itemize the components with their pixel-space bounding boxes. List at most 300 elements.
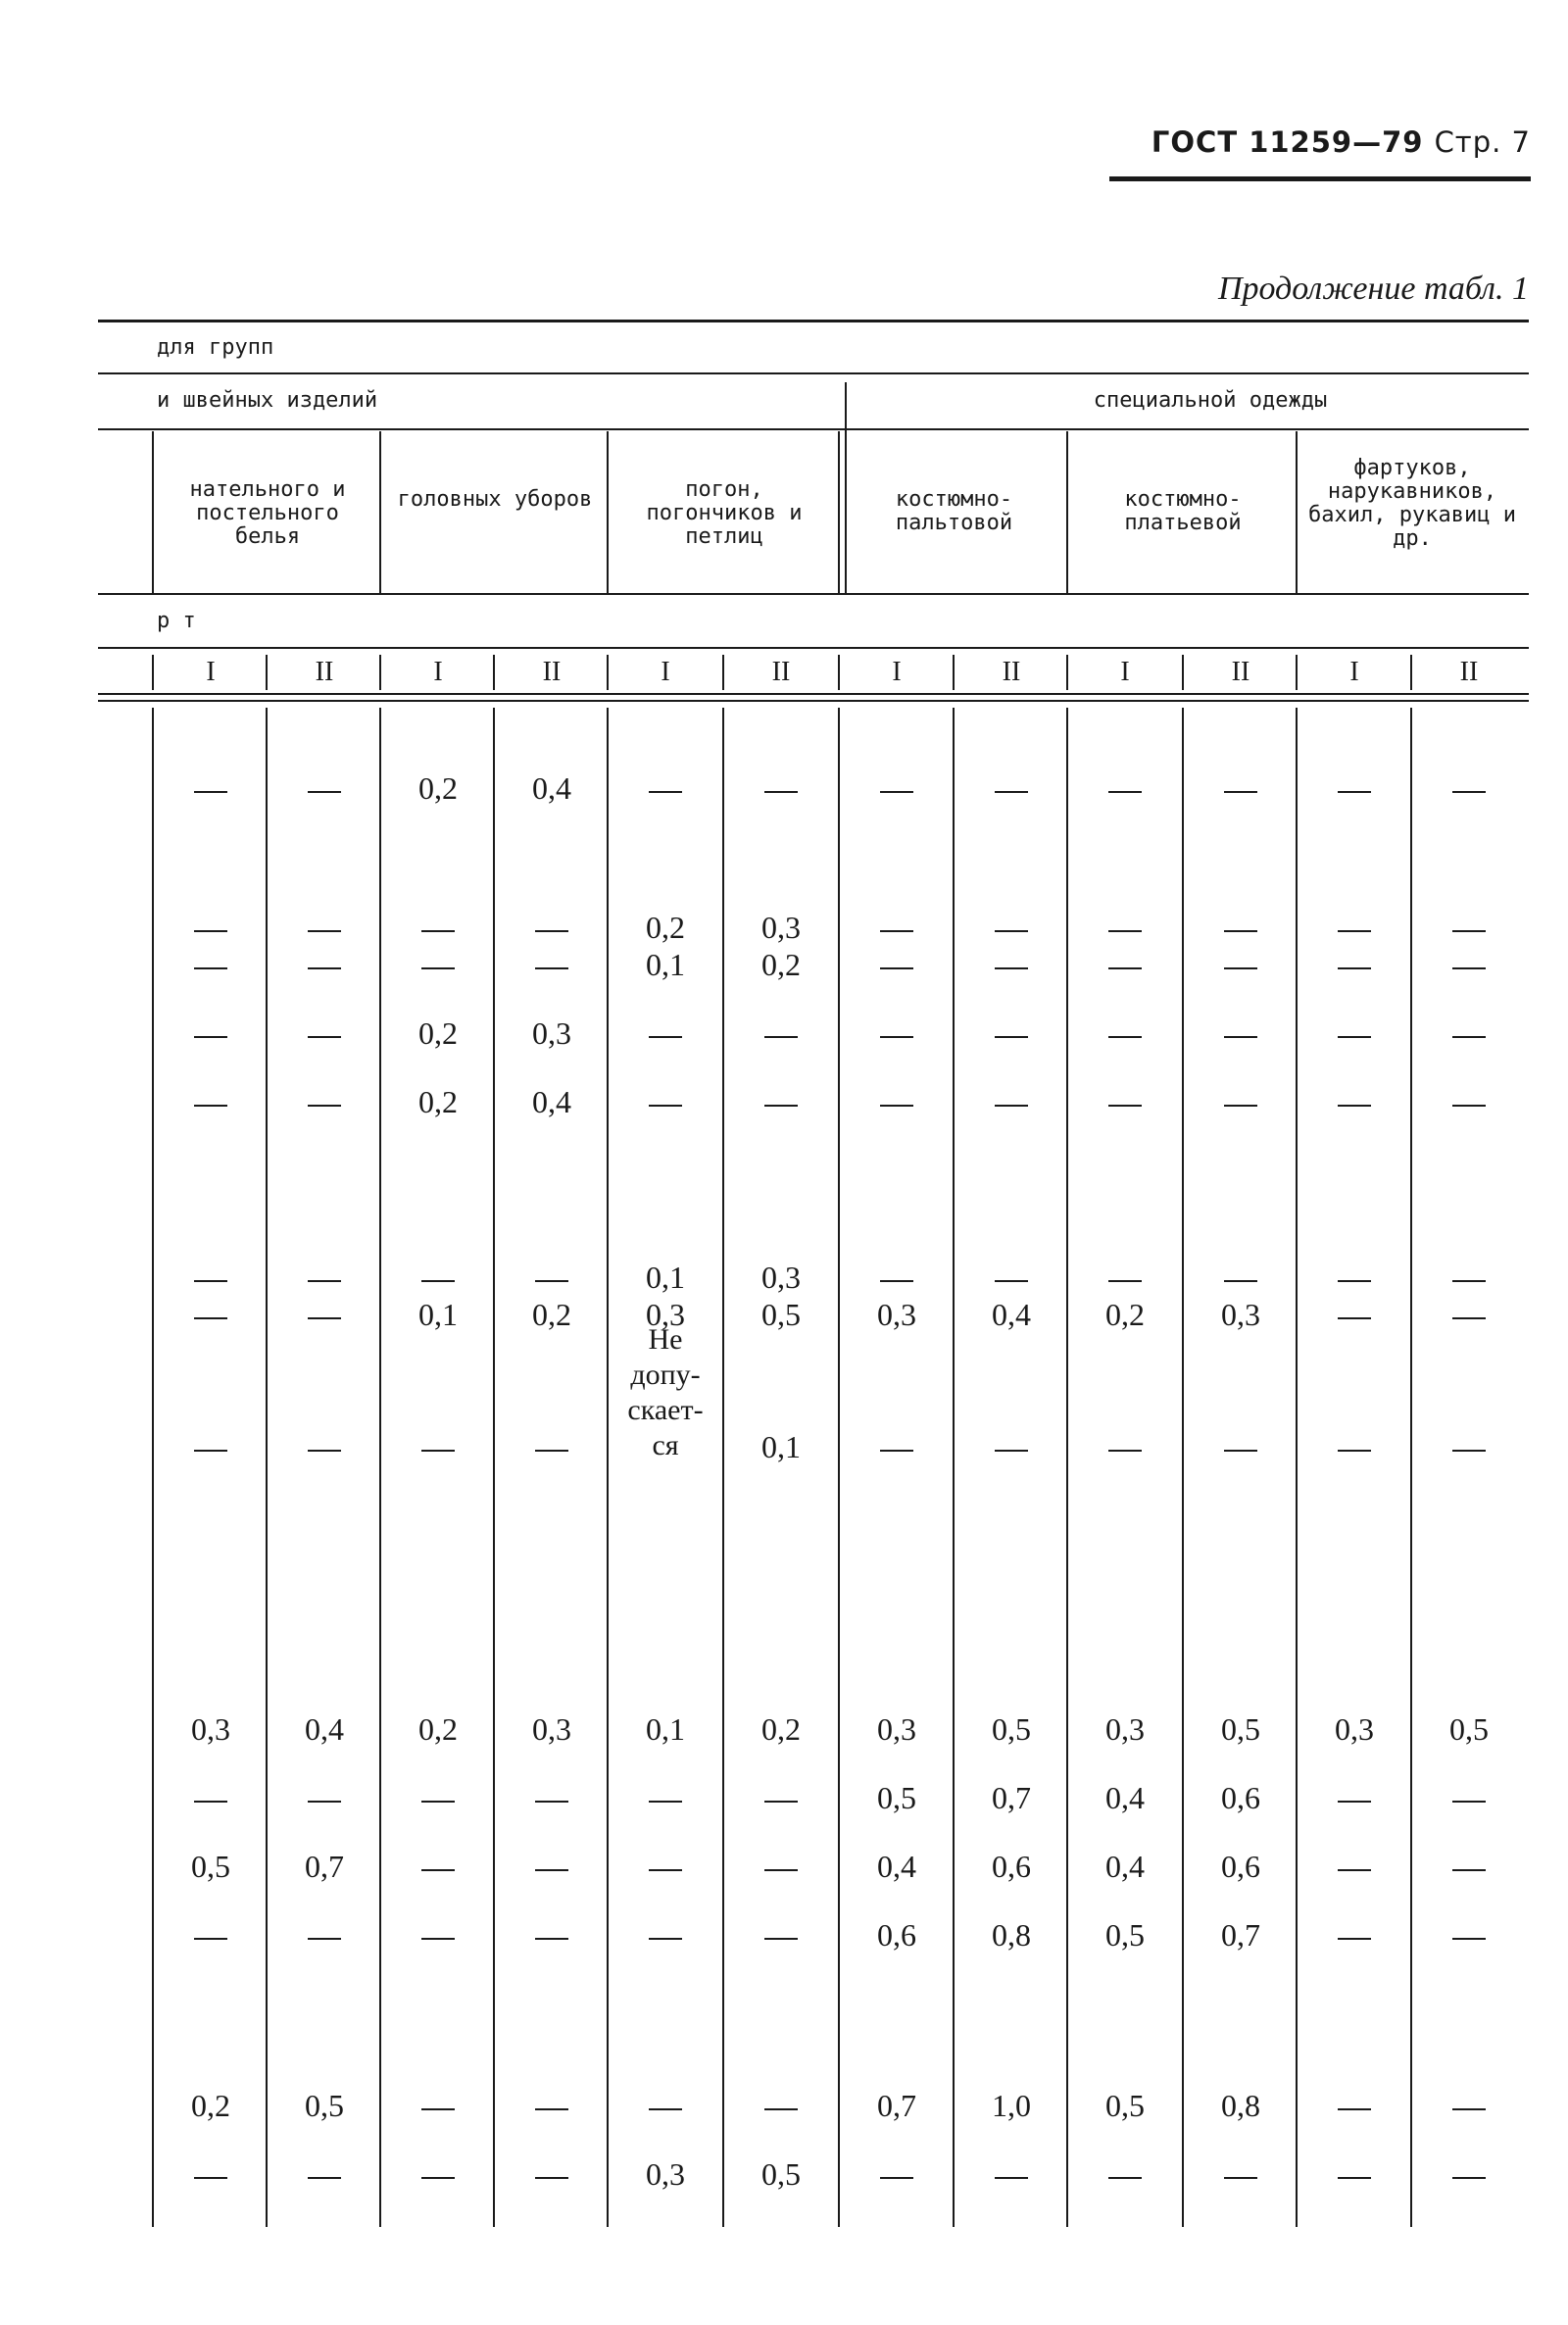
dash-mark: [1452, 2108, 1486, 2110]
table-cell: 0,2: [418, 770, 458, 806]
table-cell: [724, 1917, 838, 1953]
dash-mark: [1452, 1450, 1486, 1452]
table-cell: [955, 910, 1068, 945]
dash-mark: [880, 1450, 913, 1452]
table-cell: [381, 1780, 495, 1815]
dash-mark: [1452, 791, 1486, 793]
cell-text-part: допу-: [630, 1359, 701, 1391]
table-cell: 0,3: [1335, 1711, 1374, 1747]
table-cell: 0,1: [418, 1297, 458, 1332]
dash-mark: [1224, 791, 1257, 793]
dash-mark: [1224, 2177, 1257, 2179]
dash-mark: [1108, 1450, 1142, 1452]
table-cell: 0,7: [992, 1780, 1031, 1815]
dash-mark: [995, 967, 1028, 969]
table-cell: [154, 1429, 268, 1464]
dash-mark: [194, 1450, 227, 1452]
dash-mark: [764, 2108, 798, 2110]
grade-label: I: [433, 657, 443, 687]
table-cell: [1298, 947, 1411, 982]
table-cell: [268, 1084, 381, 1119]
dash-mark: [1338, 930, 1371, 932]
header-garments-label: и швейных изделий: [157, 388, 378, 413]
table-cell: [268, 1429, 381, 1464]
divider-grade: [1066, 655, 1068, 690]
dash-mark: [194, 1938, 227, 1940]
dash-mark: [1224, 967, 1257, 969]
table-cell: [1068, 1429, 1182, 1464]
table-cell: [268, 1260, 381, 1295]
grade-label: II: [771, 657, 791, 687]
table-cell: [1184, 2156, 1298, 2192]
table-cell: 0,2: [418, 1015, 458, 1051]
table-cell: [154, 947, 268, 982]
table-cell: [1068, 947, 1182, 982]
table-cell: [609, 770, 722, 806]
dash-mark: [535, 1869, 568, 1871]
table-cell: 0,2: [191, 2088, 230, 2123]
table-cell: [840, 910, 954, 945]
table-cell: 0,8: [992, 1917, 1031, 1953]
table-cell: 0,5: [191, 1849, 230, 1884]
divider-special-clothing: [845, 382, 847, 593]
table-cell: [154, 1084, 268, 1119]
divider-group: [838, 431, 840, 593]
dash-mark: [194, 1317, 227, 1319]
table-cell: [381, 2156, 495, 2192]
table-cell: 0,3: [877, 1297, 916, 1332]
dash-mark: [764, 1036, 798, 1038]
dash-mark: [308, 1280, 341, 1282]
dash-mark: [764, 1938, 798, 1940]
table-cell: [1412, 1260, 1526, 1295]
page-number: Стр. 7: [1434, 125, 1531, 159]
divider-grade: [1296, 655, 1298, 690]
table-cell: [609, 1084, 722, 1119]
table-cell: [1184, 1260, 1298, 1295]
table-cell: [154, 1015, 268, 1051]
rule-top: [98, 320, 1529, 322]
table-cell: 0,6: [877, 1917, 916, 1953]
dash-mark: [880, 2177, 913, 2179]
rule-6: [98, 700, 1529, 702]
table-cell: 0,4: [877, 1849, 916, 1884]
dash-mark: [1338, 1036, 1371, 1038]
dash-mark: [1338, 2177, 1371, 2179]
table-cell: 0,4: [305, 1711, 344, 1747]
table-cell: [1298, 1429, 1411, 1464]
table-cell: [1298, 1780, 1411, 1815]
table-cell: [381, 2088, 495, 2123]
table-cell: [1412, 2156, 1526, 2192]
table-cell: 0,3: [1221, 1297, 1260, 1332]
table-cell: [1068, 1084, 1182, 1119]
table-cell: 0,6: [1221, 1780, 1260, 1815]
table-cell: [955, 1260, 1068, 1295]
grade-label: II: [315, 657, 334, 687]
rule-2: [98, 428, 1529, 430]
dash-mark: [535, 930, 568, 932]
page-header: [1152, 125, 1531, 159]
dash-mark: [194, 930, 227, 932]
table-cell: 0,3: [761, 1260, 801, 1295]
dash-mark: [1338, 1938, 1371, 1940]
dash-mark: [194, 1036, 227, 1038]
dash-mark: [1452, 1317, 1486, 1319]
dash-mark: [1338, 1869, 1371, 1871]
dash-mark: [1224, 1280, 1257, 1282]
dash-mark: [194, 1105, 227, 1107]
dash-mark: [535, 1801, 568, 1803]
divider-grade: [607, 655, 609, 690]
table-cell: [1068, 910, 1182, 945]
table-cell: 0,5: [761, 2156, 801, 2192]
dash-mark: [1338, 1280, 1371, 1282]
dash-mark: [880, 1036, 913, 1038]
table-cell: [609, 1323, 722, 1464]
rule-5: [98, 693, 1529, 695]
dash-mark: [764, 1869, 798, 1871]
table-cell: [724, 770, 838, 806]
table-cell: 0,4: [532, 1084, 571, 1119]
table-cell: 0,4: [992, 1297, 1031, 1332]
dash-mark: [194, 791, 227, 793]
standard-number: ГОСТ 11259—79: [1151, 125, 1424, 159]
dash-mark: [764, 1801, 798, 1803]
table-cell: 0,3: [761, 910, 801, 945]
dash-mark: [880, 791, 913, 793]
dash-mark: [1108, 2177, 1142, 2179]
table-cell: 0,3: [1105, 1711, 1145, 1747]
table-cell: [381, 1917, 495, 1953]
group-label: костюмно-пальтовой: [895, 487, 1013, 535]
group-label: костюмно-платьевой: [1124, 487, 1242, 535]
group-label: погон, погончиков и петлиц: [646, 477, 803, 549]
dash-mark: [1338, 1105, 1371, 1107]
table-caption: Продолжение табл. 1: [1217, 271, 1529, 307]
dash-mark: [194, 967, 227, 969]
dash-mark: [535, 2177, 568, 2179]
dash-mark: [194, 1801, 227, 1803]
table-cell: 0,5: [1105, 1917, 1145, 1953]
table-cell: [495, 2156, 609, 2192]
cell-text-part: ся: [652, 1429, 679, 1461]
table-cell: [1184, 910, 1298, 945]
dash-mark: [1108, 1280, 1142, 1282]
table-cell: [381, 1260, 495, 1295]
table-cell: [1298, 910, 1411, 945]
grade-label: I: [661, 657, 670, 687]
grade-label: I: [1349, 657, 1359, 687]
table-cell: [268, 2156, 381, 2192]
dash-mark: [995, 791, 1028, 793]
dash-mark: [995, 1450, 1028, 1452]
table-cell: [724, 1780, 838, 1815]
table-cell: [1412, 1917, 1526, 1953]
group-label: фартуков, нарукавников, бахил, рукавиц и др.: [1308, 456, 1516, 551]
table-cell: 0,3: [646, 1297, 685, 1332]
dash-mark: [194, 2177, 227, 2179]
dash-mark: [421, 1801, 455, 1803]
table-cell: [609, 2088, 722, 2123]
divider-grade: [493, 655, 495, 690]
grade-label: I: [1120, 657, 1130, 687]
dash-mark: [1452, 1036, 1486, 1038]
table-cell: 0,8: [1221, 2088, 1260, 2123]
divider-grade: [152, 655, 154, 690]
dash-mark: [1224, 1450, 1257, 1452]
grade-label: II: [1459, 657, 1479, 687]
table-cell: 1,0: [992, 2088, 1031, 2123]
table-cell: 0,7: [1221, 1917, 1260, 1953]
table-cell: 0,7: [877, 2088, 916, 2123]
dash-mark: [1108, 930, 1142, 932]
dash-mark: [308, 1036, 341, 1038]
table-cell: 0,5: [1105, 2088, 1145, 2123]
dash-mark: [421, 1280, 455, 1282]
dash-mark: [194, 1280, 227, 1282]
dash-mark: [421, 1450, 455, 1452]
divider-grade: [722, 655, 724, 690]
table-cell: [268, 1780, 381, 1815]
table-cell: 0,5: [1449, 1711, 1489, 1747]
divider-grade: [1410, 655, 1412, 690]
table-cell: [154, 910, 268, 945]
dash-mark: [1224, 1105, 1257, 1107]
dash-mark: [1338, 1450, 1371, 1452]
table-cell: [1184, 1084, 1298, 1119]
header-rule: [1109, 176, 1531, 181]
table-cell: 0,6: [992, 1849, 1031, 1884]
dash-mark: [880, 930, 913, 932]
table-cell: 0,6: [1221, 1849, 1260, 1884]
dash-mark: [880, 1280, 913, 1282]
table-cell: [381, 1429, 495, 1464]
divider-group: [152, 431, 154, 593]
divider-group: [1296, 431, 1298, 593]
table-cell: [1412, 1084, 1526, 1119]
table-cell: 0,3: [532, 1015, 571, 1051]
dash-mark: [308, 930, 341, 932]
table-cell: [1068, 1015, 1182, 1051]
table-cell: [1412, 1780, 1526, 1815]
table-cell: [840, 1429, 954, 1464]
table-cell: [1184, 947, 1298, 982]
divider-grade: [266, 655, 268, 690]
table-cell: [1412, 2088, 1526, 2123]
table-cell: [381, 910, 495, 945]
table-cell: 0,7: [305, 1849, 344, 1884]
dash-mark: [535, 967, 568, 969]
table-cell: 0,2: [418, 1084, 458, 1119]
divider-grade: [1182, 655, 1184, 690]
table-cell: [1412, 947, 1526, 982]
rule-3: [98, 593, 1529, 595]
dash-mark: [995, 1105, 1028, 1107]
dash-mark: [1108, 1105, 1142, 1107]
table-cell: [840, 1015, 954, 1051]
dash-mark: [308, 1450, 341, 1452]
table-cell: [495, 2088, 609, 2123]
table-cell: 0,2: [646, 910, 685, 945]
table-cell: 0,2: [1105, 1297, 1145, 1332]
dash-mark: [764, 791, 798, 793]
dash-mark: [1452, 930, 1486, 932]
table-cell: 0,4: [532, 770, 571, 806]
dash-mark: [1452, 1280, 1486, 1282]
table-cell: [495, 1780, 609, 1815]
dash-mark: [1452, 1938, 1486, 1940]
table-cell: [154, 1260, 268, 1295]
table-cell: [955, 2156, 1068, 2192]
table-cell: [1298, 770, 1411, 806]
cell-text-part: скает-: [627, 1394, 704, 1426]
sort-label: р т: [157, 609, 196, 633]
dash-mark: [649, 791, 682, 793]
table-cell: [495, 910, 609, 945]
table-cell: [1184, 770, 1298, 806]
table-cell: 0,3: [191, 1711, 230, 1747]
table-cell: [154, 2156, 268, 2192]
dash-mark: [1108, 967, 1142, 969]
table-cell: [495, 1849, 609, 1884]
dash-mark: [421, 930, 455, 932]
dash-mark: [1224, 1036, 1257, 1038]
table-cell: [609, 1849, 722, 1884]
table-cell: [268, 770, 381, 806]
table-cell: [955, 947, 1068, 982]
table-cell: 0,4: [1105, 1849, 1145, 1884]
dash-mark: [649, 1105, 682, 1107]
table-cell: [381, 1849, 495, 1884]
dash-mark: [649, 1036, 682, 1038]
table-cell: [840, 1260, 954, 1295]
dash-mark: [1338, 2108, 1371, 2110]
group-label: нательного и постельного белья: [189, 477, 346, 549]
rule-4: [98, 647, 1529, 649]
dash-mark: [535, 1280, 568, 1282]
table-cell: 0,4: [1105, 1780, 1145, 1815]
table-cell: [955, 770, 1068, 806]
divider-grade: [838, 655, 840, 690]
table-cell: [1298, 1917, 1411, 1953]
dash-mark: [995, 2177, 1028, 2179]
table-cell: [1412, 910, 1526, 945]
table-cell: 0,2: [418, 1711, 458, 1747]
table-cell: [268, 1917, 381, 1953]
dash-mark: [995, 930, 1028, 932]
table-cell: [1068, 1260, 1182, 1295]
table-cell: 0,5: [877, 1780, 916, 1815]
dash-mark: [535, 1938, 568, 1940]
dash-mark: [535, 2108, 568, 2110]
table-cell: [1068, 2156, 1182, 2192]
dash-mark: [1452, 2177, 1486, 2179]
header-groups-label: для групп: [157, 335, 274, 360]
dash-mark: [649, 2108, 682, 2110]
table-cell: [268, 947, 381, 982]
table-cell: [1298, 1015, 1411, 1051]
dash-mark: [308, 1105, 341, 1107]
dash-mark: [995, 1280, 1028, 1282]
table-cell: 0,2: [532, 1297, 571, 1332]
table-cell: [1412, 1015, 1526, 1051]
table-cell: [840, 2156, 954, 2192]
table-cell: [724, 2088, 838, 2123]
table-cell: 0,5: [761, 1297, 801, 1332]
dash-mark: [1338, 791, 1371, 793]
table-cell: [495, 1917, 609, 1953]
dash-mark: [308, 1801, 341, 1803]
table-cell: [268, 1015, 381, 1051]
table-cell: [1412, 1297, 1526, 1332]
table-cell: [1298, 2156, 1411, 2192]
table-cell: [1298, 1260, 1411, 1295]
table-cell: [1298, 1849, 1411, 1884]
dash-mark: [308, 2177, 341, 2179]
table-cell: [840, 1084, 954, 1119]
dash-mark: [1224, 930, 1257, 932]
dash-mark: [535, 1450, 568, 1452]
table-cell: 0,3: [877, 1711, 916, 1747]
dash-mark: [649, 1801, 682, 1803]
dash-mark: [1452, 1801, 1486, 1803]
dash-mark: [1338, 1801, 1371, 1803]
table-cell: [495, 1429, 609, 1464]
divider-group: [379, 431, 381, 593]
divider-grade: [379, 655, 381, 690]
dash-mark: [995, 1036, 1028, 1038]
grade-label: I: [206, 657, 216, 687]
dash-mark: [1452, 1869, 1486, 1871]
table-cell: [154, 770, 268, 806]
table-cell: [724, 1084, 838, 1119]
grade-label: II: [1231, 657, 1250, 687]
table-cell: [1184, 1429, 1298, 1464]
grade-label: I: [892, 657, 902, 687]
table-cell: 0,2: [761, 1711, 801, 1747]
table-cell: [154, 1780, 268, 1815]
table-cell: 0,1: [646, 1711, 685, 1747]
table-cell: [724, 1015, 838, 1051]
divider-grade: [953, 655, 955, 690]
table-cell: [955, 1015, 1068, 1051]
table-cell: 0,3: [532, 1711, 571, 1747]
dash-mark: [764, 1105, 798, 1107]
table-cell: 0,3: [646, 2156, 685, 2192]
grade-label: II: [542, 657, 562, 687]
table-cell: [154, 1297, 268, 1332]
table-cell: [495, 947, 609, 982]
dash-mark: [1338, 1317, 1371, 1319]
table-cell: [609, 1015, 722, 1051]
dash-mark: [649, 1938, 682, 1940]
divider-group: [1066, 431, 1068, 593]
dash-mark: [1108, 791, 1142, 793]
dash-mark: [1108, 1036, 1142, 1038]
table-cell: 0,2: [761, 947, 801, 982]
table-cell: 0,5: [992, 1711, 1031, 1747]
dash-mark: [308, 791, 341, 793]
dash-mark: [1452, 1105, 1486, 1107]
table-cell: 0,1: [646, 1260, 685, 1295]
dash-mark: [1338, 967, 1371, 969]
table-cell: [268, 1297, 381, 1332]
table-cell: [1412, 1429, 1526, 1464]
table-cell: [1412, 1849, 1526, 1884]
dash-mark: [421, 967, 455, 969]
table-cell: [609, 1917, 722, 1953]
